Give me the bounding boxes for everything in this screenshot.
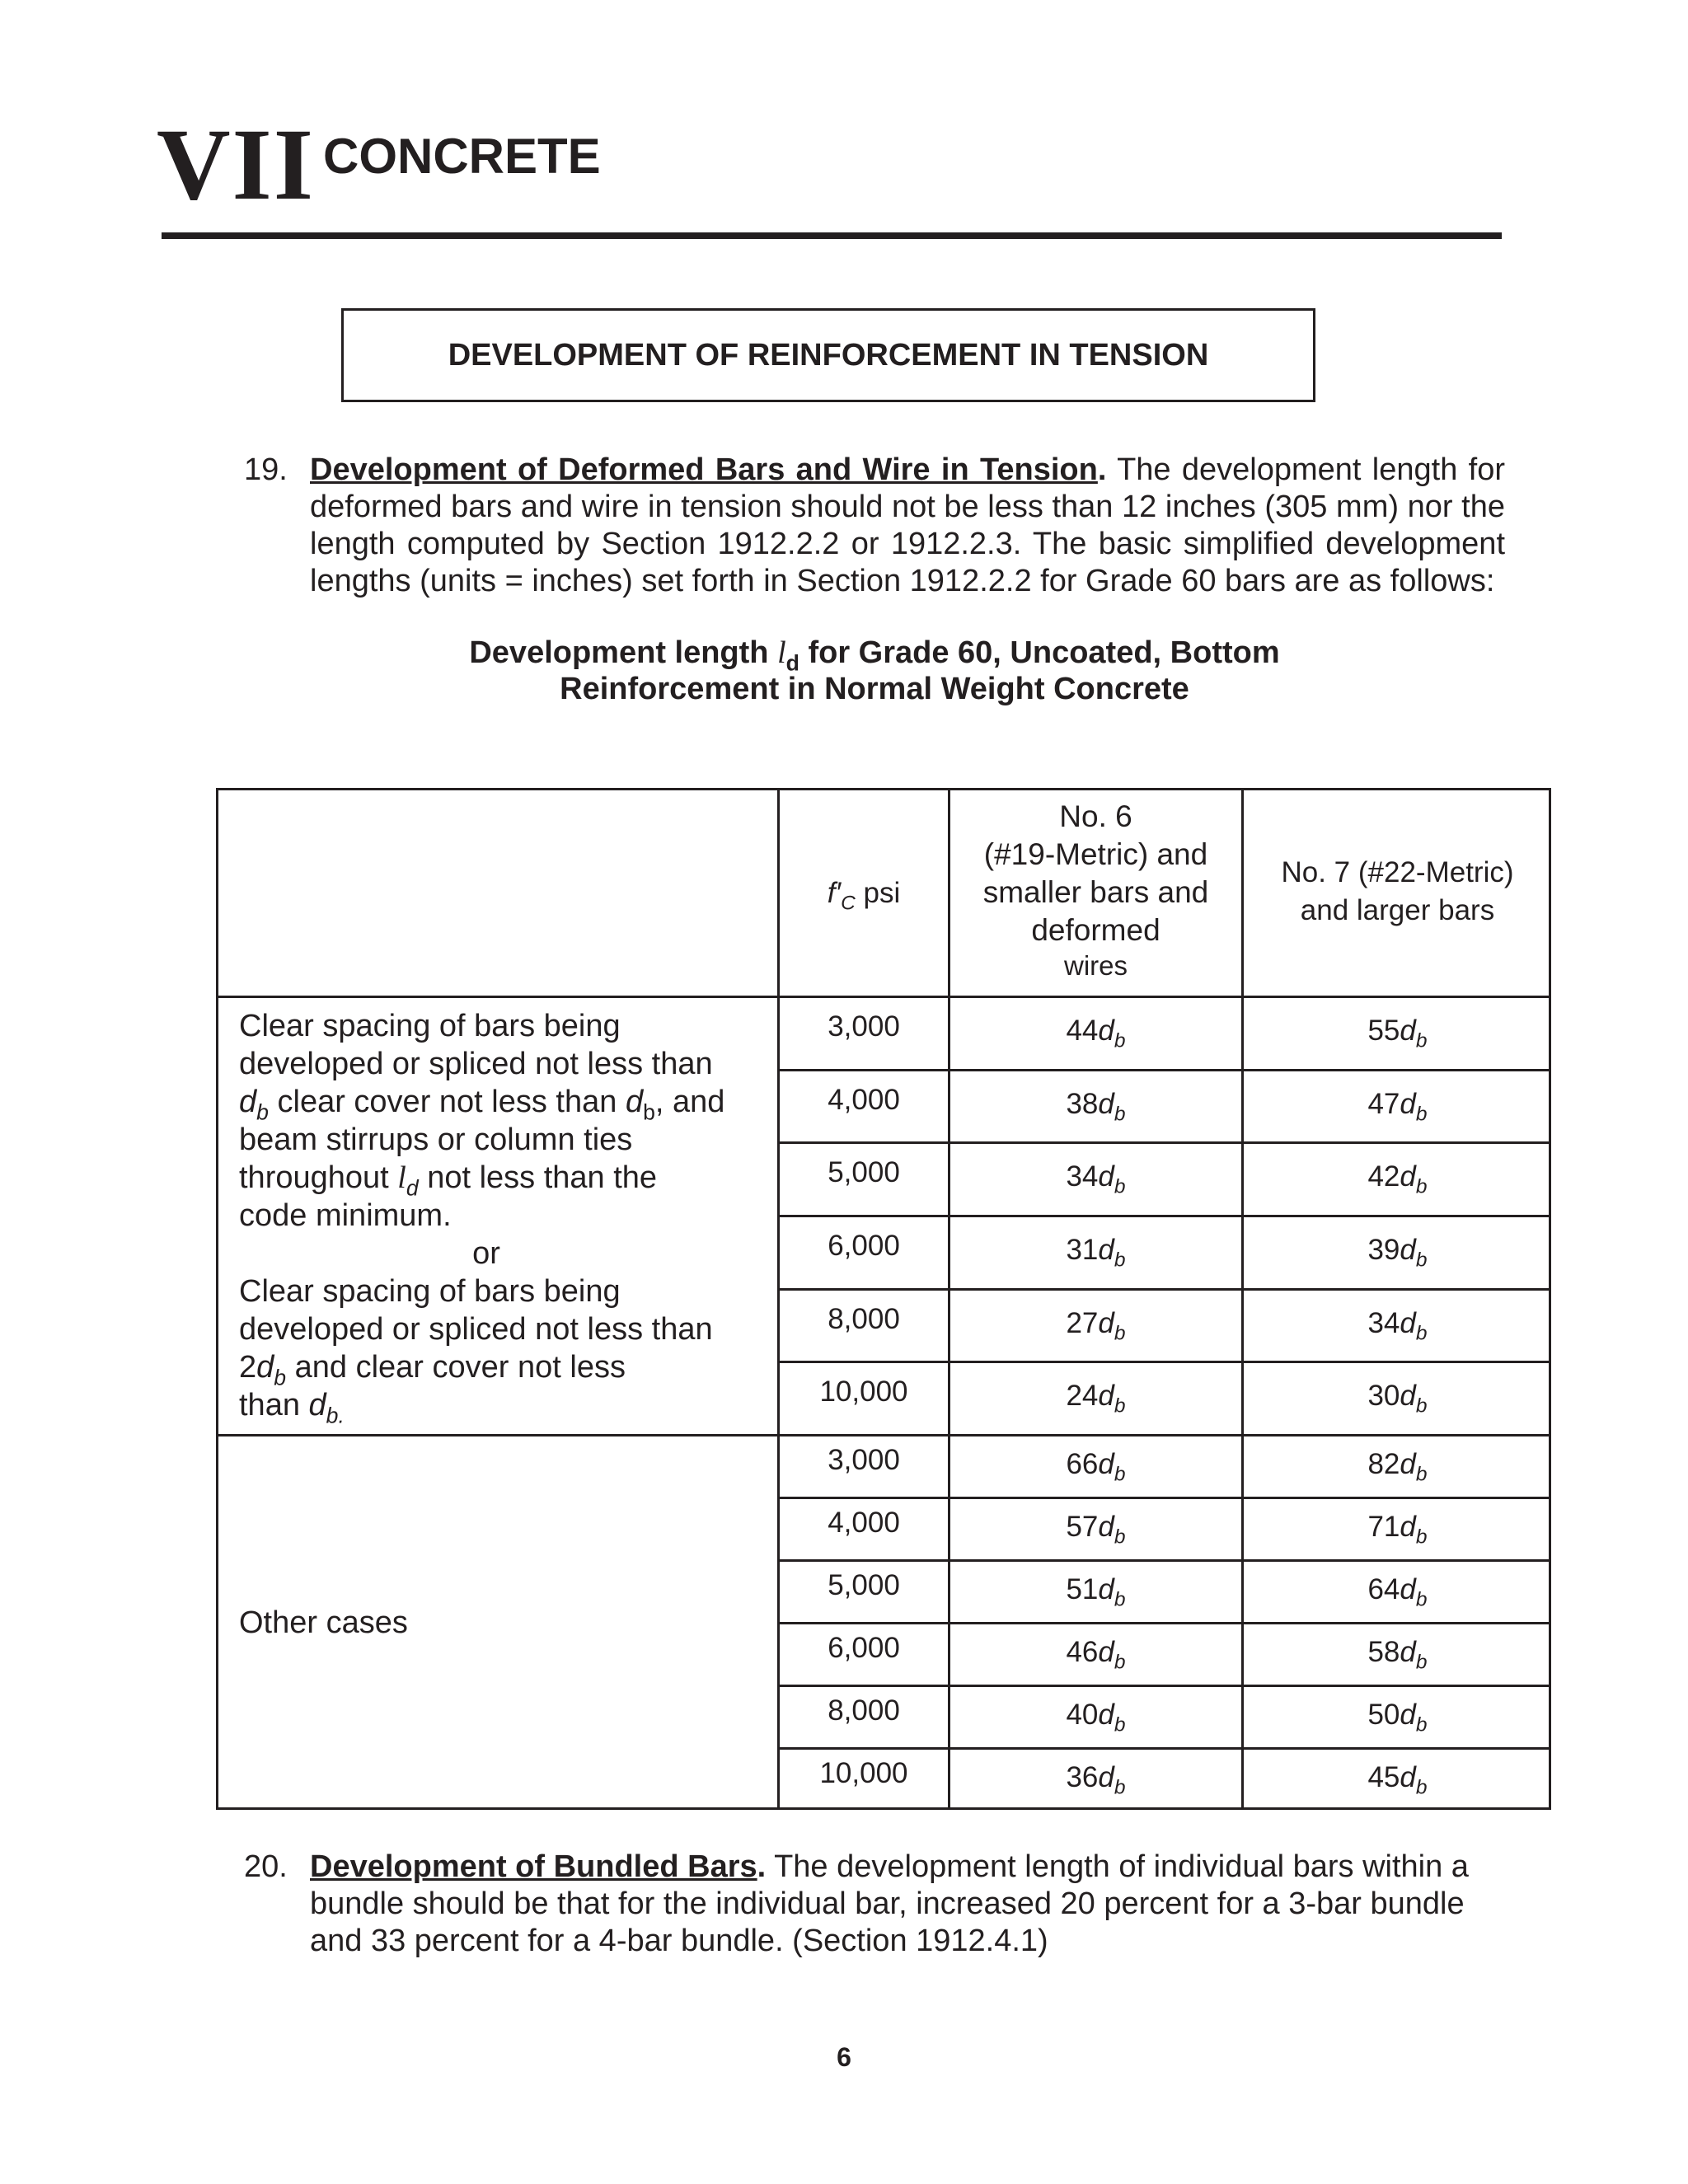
small-bar-length: $34d_b$ [1066, 1160, 1126, 1198]
small-bar-length: $44d_b$ [1066, 1015, 1126, 1052]
row-divider [777, 1288, 1551, 1291]
row-divider [777, 1069, 1551, 1071]
small-bar-length: $31d_b$ [1066, 1234, 1126, 1272]
row-divider [777, 1361, 1551, 1363]
row-divider [777, 1497, 1551, 1499]
row-divider [777, 1141, 1551, 1144]
fc-value: 3,000 [828, 1010, 900, 1043]
row-divider [777, 1215, 1551, 1217]
caption-line-2: Reinforcement in Normal Weight Concrete [560, 672, 1189, 706]
large-bar-length: $71d_b$ [1367, 1511, 1428, 1549]
header-large-bars: No. 7 (#22-Metric) and larger bars [1281, 856, 1514, 926]
row-divider [777, 1622, 1551, 1624]
fc-value: 10,000 [819, 1757, 908, 1789]
large-bar-length: $50d_b$ [1367, 1699, 1428, 1736]
large-bar-length: $64d_b$ [1367, 1573, 1428, 1611]
large-bar-length: $82d_b$ [1367, 1448, 1428, 1486]
fc-value: 10,000 [819, 1376, 908, 1408]
paragraph-20 [244, 1849, 1505, 1960]
row-divider [777, 1559, 1551, 1562]
header-rule [162, 232, 1502, 239]
fc-value: 3,000 [828, 1444, 900, 1476]
paragraph-text: The development length of individual bars within a bundle should be that for the individual bar, increased 20 percent for a 3-bar bundle and 33 percent for a 4-bar bundle. (Section 1912.4.1) [310, 1849, 1469, 1958]
caption-line-1: Development length $l_d$ for Grade 60, Uncoated, Bottom [469, 635, 1280, 676]
table-caption [244, 635, 1505, 707]
table-divider [216, 996, 1551, 998]
large-bar-length: $30d_b$ [1367, 1380, 1428, 1418]
group1-condition-text: Clear spacing of bars being developed or spliced not less than $d_b$ clear cover not less than $d_b$, and beam stirrups or column ties throughout $l_d$ not less than the code minimum. or Clear spacing of bars being developed or spliced not less than $2d_b$ and clear cover not less than $d_{b.}$ [239, 1009, 725, 1428]
small-bar-length: $24d_b$ [1066, 1380, 1126, 1418]
development-length-table [216, 788, 1551, 1810]
large-bar-length: $45d_b$ [1367, 1761, 1428, 1799]
paragraph-heading: Development of Bundled Bars [310, 1849, 757, 1884]
small-bar-length: $40d_b$ [1066, 1699, 1126, 1736]
paragraph-19 [244, 452, 1505, 600]
small-bar-length: $51d_b$ [1066, 1573, 1126, 1611]
fc-value: 5,000 [828, 1156, 900, 1188]
page-number: 6 [837, 2042, 851, 2072]
chapter-title: CONCRETE [323, 129, 601, 184]
section-title: DEVELOPMENT OF REINFORCEMENT IN TENSION [448, 337, 1209, 373]
group2-condition-text: Other cases [239, 1605, 408, 1640]
fc-value: 8,000 [828, 1694, 900, 1727]
fc-value: 4,000 [828, 1507, 900, 1539]
paragraph-body [310, 452, 1505, 600]
large-bar-length: $55d_b$ [1367, 1015, 1428, 1052]
table-divider [216, 1434, 1551, 1436]
paragraph-heading: Development of Deformed Bars and Wire in Tension [310, 452, 1098, 487]
large-bar-length: $42d_b$ [1367, 1160, 1428, 1198]
paragraph-body [310, 1849, 1505, 1960]
paragraph-number: 19. [244, 452, 288, 487]
paragraph-text: The development length for deformed bars and wire in tension should not be less than 12 inches (305 mm) nor the length computed by Section 1912.2.2 or 1912.2.3. The basic simplified development lengths (units = inches) set forth in Section 1912.2.2 for Grade 60 bars are as follows: [310, 452, 1506, 598]
large-bar-length: $39d_b$ [1367, 1234, 1428, 1272]
paragraph-number: 20. [244, 1849, 288, 1884]
small-bar-length: $46d_b$ [1066, 1636, 1126, 1674]
large-bar-length: $47d_b$ [1367, 1088, 1428, 1126]
heading-period: . [757, 1849, 767, 1884]
large-bar-length: $58d_b$ [1367, 1636, 1428, 1674]
large-bar-length: $34d_b$ [1367, 1307, 1428, 1345]
fc-value: 8,000 [828, 1303, 900, 1335]
small-bar-length: $27d_b$ [1066, 1307, 1126, 1345]
fc-value: 6,000 [828, 1632, 900, 1664]
fc-value: 5,000 [828, 1569, 900, 1601]
chapter-number: VII [157, 108, 316, 221]
header-small-bars: No. 6 (#19-Metric) and smaller bars and deformed wires [982, 799, 1209, 981]
small-bar-length: $36d_b$ [1066, 1761, 1126, 1799]
header-fc: $f'_C$ psi [827, 877, 901, 915]
fc-value: 6,000 [828, 1230, 900, 1262]
small-bar-length: $38d_b$ [1066, 1088, 1126, 1126]
fc-value: 4,000 [828, 1084, 900, 1116]
row-divider [777, 1685, 1551, 1687]
small-bar-length: $66d_b$ [1066, 1448, 1126, 1486]
section-title-box [341, 308, 1315, 402]
small-bar-length: $57d_b$ [1066, 1511, 1126, 1549]
row-divider [777, 1747, 1551, 1750]
heading-period: . [1097, 452, 1107, 487]
